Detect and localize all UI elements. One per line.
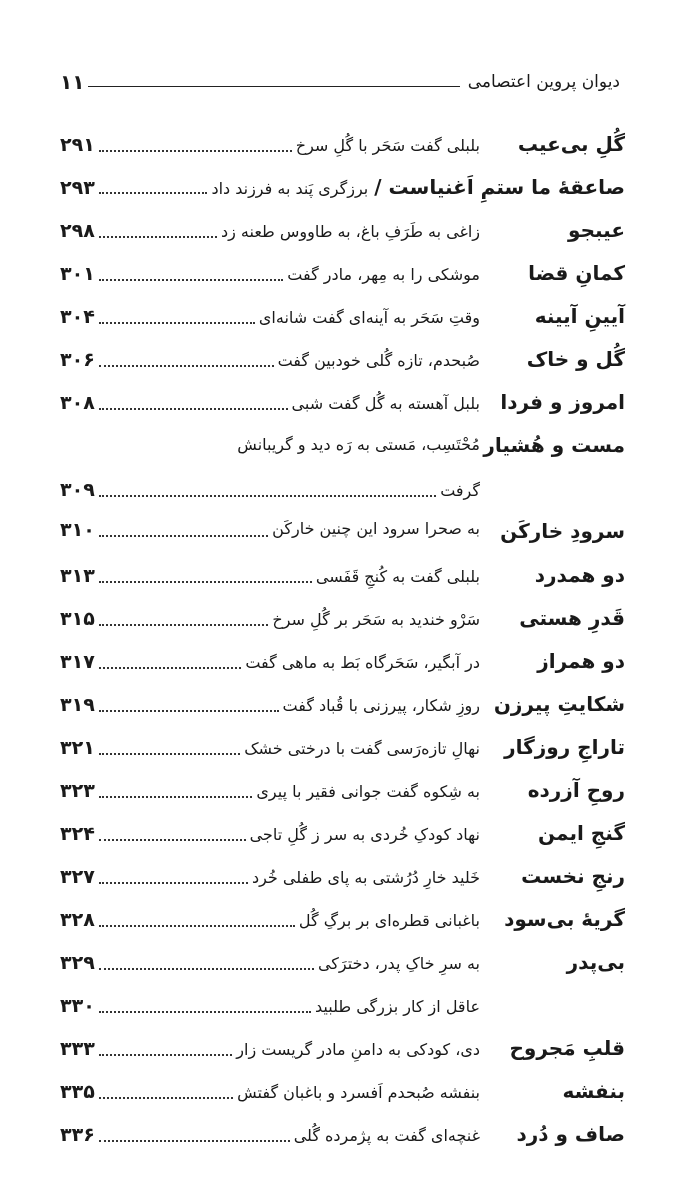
poem-title: روحِ آزرده bbox=[527, 778, 625, 802]
leader-dots bbox=[99, 534, 268, 537]
toc-entry-multiline bbox=[60, 427, 625, 557]
toc-entry bbox=[60, 858, 625, 901]
first-line-continued: گرفت bbox=[440, 481, 480, 500]
leader-dots bbox=[99, 149, 292, 152]
page-ref: ۳۳۰ bbox=[60, 995, 95, 1017]
poem-title: قلبِ مَجروح bbox=[509, 1036, 625, 1060]
toc-entry bbox=[60, 212, 625, 255]
page-number: ۱۱ bbox=[60, 70, 85, 94]
poem-title: صاعقهٔ ما ستمِ اَغنیاست / bbox=[374, 175, 625, 199]
page-ref: ۳۳۶ bbox=[60, 1124, 95, 1146]
first-line: در آبگیر، سَحَرگاه بَط به ماهی گفت bbox=[245, 653, 480, 672]
page-ref: ۳۱۹ bbox=[60, 694, 95, 716]
leader-dots bbox=[99, 278, 284, 281]
first-line: دی، کودکی به دامنِ مادر گریست زار bbox=[236, 1040, 480, 1059]
poem-title: شکایتِ پیرزن bbox=[493, 692, 625, 716]
poem-title: دو همدرد bbox=[534, 563, 625, 587]
first-line: وقتِ سَحَر به آینه‌ای گفت شانه‌ای bbox=[258, 308, 480, 327]
first-line: صُبحدم، تازه گُلی خودبین گفت bbox=[277, 351, 480, 370]
leader-dots bbox=[99, 924, 295, 927]
page-ref: ۳۲۴ bbox=[60, 823, 95, 845]
leader-dots bbox=[99, 321, 255, 324]
toc-entry bbox=[60, 815, 625, 858]
page-ref: ۳۱۰ bbox=[60, 519, 95, 541]
poem-title: قَدرِ هستی bbox=[519, 606, 625, 630]
first-line: موشکی را به مِهر، مادر گفت bbox=[287, 265, 480, 284]
toc-entry bbox=[60, 255, 625, 298]
toc-entry bbox=[60, 1116, 625, 1159]
page-ref: ۳۰۱ bbox=[60, 263, 95, 285]
first-line: مُحْتَسِب، مَستی به رَه دید و گریبانش bbox=[237, 435, 480, 454]
first-line: غنچه‌ای گفت به پژمرده گُلی bbox=[293, 1126, 480, 1145]
leader-dots bbox=[99, 1010, 311, 1013]
toc-entry bbox=[60, 298, 625, 341]
leader-dots bbox=[99, 967, 314, 970]
poem-title: آیینِ آیینه bbox=[534, 304, 625, 328]
leader-dots bbox=[99, 407, 288, 410]
leader-dots bbox=[99, 666, 242, 669]
first-line: سَرْو خندید به سَحَر بر گُلِ سرخ bbox=[272, 610, 480, 629]
poem-title: تاراجِ روزگار bbox=[504, 735, 625, 759]
page-ref: ۳۳۵ bbox=[60, 1081, 95, 1103]
page-ref: ۲۹۱ bbox=[60, 134, 95, 156]
leader-dots bbox=[99, 235, 217, 238]
poem-title: بنفشه bbox=[562, 1079, 625, 1103]
toc-entry-continuation bbox=[60, 987, 625, 1030]
first-line: نهالِ تازه‌رَسی گفت با درختی خشک bbox=[244, 739, 480, 758]
toc-entry bbox=[60, 772, 625, 815]
poem-title: گُلِ بی‌عیب bbox=[517, 132, 625, 156]
table-of-contents bbox=[60, 126, 625, 1159]
page-ref: ۳۱۵ bbox=[60, 608, 95, 630]
page-ref: ۳۰۹ bbox=[60, 479, 95, 501]
page-ref: ۲۹۳ bbox=[60, 177, 95, 199]
leader-dots bbox=[99, 709, 279, 712]
leader-dots bbox=[99, 752, 240, 755]
toc-entry bbox=[60, 126, 625, 169]
first-line: خَلید خارِ دُرُشتی به پای طفلی خُرد bbox=[251, 868, 480, 887]
book-title: دیوان پروین اعتصامی bbox=[467, 72, 620, 92]
leader-dots bbox=[99, 1096, 233, 1099]
leader-dots bbox=[99, 364, 274, 367]
leader-dots bbox=[99, 191, 208, 194]
first-line: عاقل از کار بزرگی طلبید bbox=[315, 997, 480, 1016]
first-line: بلبلی گفت به کُنجِ قَفَسی bbox=[315, 567, 480, 586]
toc-entry bbox=[60, 557, 625, 600]
first-line: به شِکوه گفت جوانی فقیر با پیری bbox=[256, 782, 480, 801]
toc-entry bbox=[60, 1030, 625, 1073]
first-line: بنفشه صُبحدم اَفسرد و باغبان گفتش bbox=[237, 1083, 480, 1102]
leader-dots bbox=[99, 795, 253, 798]
poem-title: دو همراز bbox=[537, 649, 625, 673]
leader-dots bbox=[99, 881, 248, 884]
leader-dots bbox=[99, 494, 436, 497]
poem-title: گریهٔ بی‌سود bbox=[504, 907, 625, 931]
first-line: بلبل آهسته به گُل گفت شبی bbox=[291, 394, 480, 413]
toc-entry bbox=[60, 643, 625, 686]
first-line: برزگری پَند به فرزند داد bbox=[211, 179, 369, 198]
first-line: به سرِ خاکِ پدر، دخترَکی bbox=[317, 954, 480, 973]
first-line: نهاد کودکِ خُردی به سر ز گُلِ تاجی bbox=[249, 825, 480, 844]
poem-title: گنجِ ایمن bbox=[538, 821, 625, 845]
page-ref: ۳۱۷ bbox=[60, 651, 95, 673]
poem-title: گُل و خاک bbox=[526, 347, 625, 371]
first-line: باغبانی قطره‌ای بر برگِ گُل bbox=[298, 911, 480, 930]
page-ref: ۳۱۳ bbox=[60, 565, 95, 587]
toc-entry bbox=[60, 169, 625, 212]
page-ref: ۳۲۹ bbox=[60, 952, 95, 974]
poem-title: عیبجو bbox=[568, 218, 625, 242]
leader-dots bbox=[99, 623, 269, 626]
leader-dots bbox=[99, 838, 246, 841]
page-ref: ۳۲۸ bbox=[60, 909, 95, 931]
page-ref: ۳۲۷ bbox=[60, 866, 95, 888]
poem-title: صاف و دُرد bbox=[516, 1122, 625, 1146]
toc-entry bbox=[60, 901, 625, 944]
toc-entry bbox=[60, 341, 625, 384]
page-ref: ۳۳۳ bbox=[60, 1038, 95, 1060]
poem-title: بی‌پدر bbox=[566, 950, 625, 974]
page-ref: ۳۲۳ bbox=[60, 780, 95, 802]
poem-title: امروز و فردا bbox=[500, 390, 625, 414]
page-ref: ۲۹۸ bbox=[60, 220, 95, 242]
leader-dots bbox=[99, 580, 312, 583]
first-line: بلبلی گفت سَحَر با گُلِ سرخ bbox=[295, 136, 480, 155]
page-ref: ۳۰۴ bbox=[60, 306, 95, 328]
poem-title: مست و هُشیار bbox=[483, 433, 625, 457]
page-ref: ۳۰۶ bbox=[60, 349, 95, 371]
first-line: به صحرا سرود این چنین خارکَن bbox=[272, 519, 480, 538]
first-line: زاغی به طَرَفِ باغ، به طاووس طعنه زد bbox=[220, 222, 480, 241]
toc-entry bbox=[60, 384, 625, 427]
toc-entry bbox=[60, 686, 625, 729]
poem-title: کمانِ قضا bbox=[528, 261, 625, 285]
running-header bbox=[60, 72, 620, 102]
toc-entry bbox=[60, 1073, 625, 1116]
toc-entry bbox=[60, 944, 625, 987]
page-ref: ۳۲۱ bbox=[60, 737, 95, 759]
leader-dots bbox=[99, 1139, 290, 1142]
header-rule bbox=[88, 86, 460, 87]
page-ref: ۳۰۸ bbox=[60, 392, 95, 414]
first-line: روزِ شکار، پیرزنی با قُباد گفت bbox=[282, 696, 480, 715]
toc-entry bbox=[60, 729, 625, 772]
poem-title: سرودِ خارکَن bbox=[500, 519, 625, 543]
toc-entry bbox=[60, 600, 625, 643]
poem-title: رنجِ نخست bbox=[521, 864, 625, 888]
leader-dots bbox=[99, 1053, 232, 1056]
